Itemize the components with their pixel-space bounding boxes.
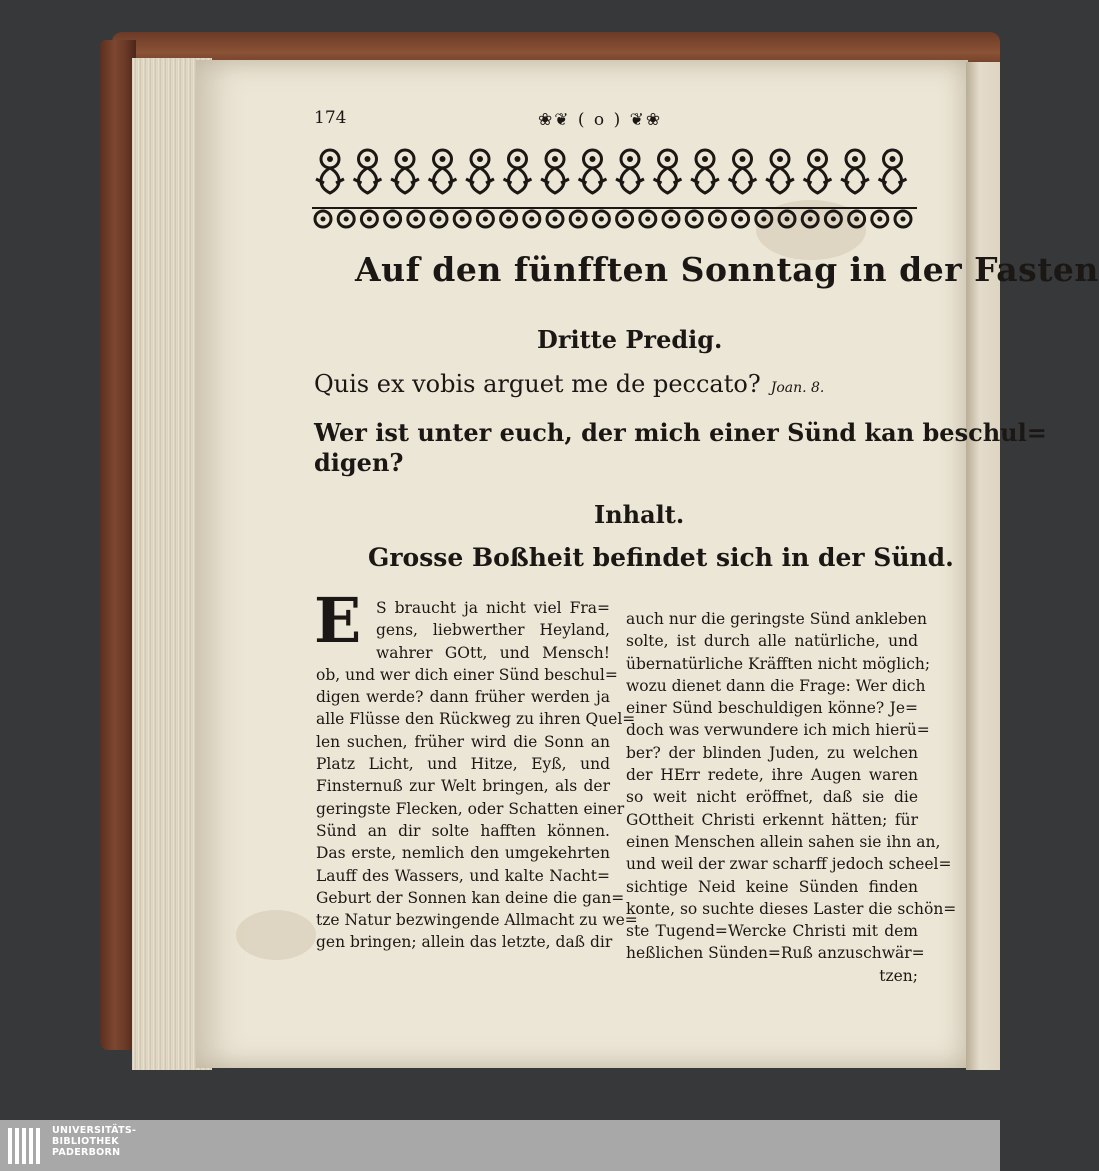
flower-ornament — [729, 150, 757, 193]
body-line: ob, und wer dich einer Sünd beschul= — [316, 665, 618, 684]
body-line: geringste Flecken, oder Schatten einer — [316, 799, 625, 818]
catchword: tzen; — [879, 966, 918, 985]
body-line: Sünd an dir solte hafften können. — [316, 821, 610, 840]
book-spine — [100, 40, 136, 1050]
body-line: auch nur die geringste Sünd ankleben — [626, 610, 928, 628]
flower-ornament-band — [312, 143, 917, 229]
body-line: alle Flüsse den Rückweg zu ihren Quel= — [316, 710, 636, 729]
body-line: der HErr redete, ihre Augen waren — [626, 766, 918, 785]
body-line: wozu dienet dann die Frage: Wer dich — [626, 676, 926, 695]
body-line: Lauff des Wassers, und kalte Nacht= — [316, 866, 610, 885]
flower-ornament — [654, 150, 682, 193]
next-page-edge — [966, 62, 1000, 1070]
footer-bar — [0, 1120, 1000, 1171]
sermon-title: Auf den fünfften Sonntag in der Fasten — [355, 250, 1099, 289]
flower-ornament — [466, 150, 494, 193]
body-line: GOttheit Christi erkennt hätten; für — [626, 810, 918, 829]
body-line: ste Tugend=Wercke Christi mit dem — [626, 922, 918, 941]
latin-quote — [314, 370, 824, 398]
flower-ornament — [804, 150, 832, 193]
flower-ornament — [691, 150, 719, 193]
logo-line: UNIVERSITÄTS- — [52, 1125, 137, 1136]
latin-quote-reference: Joan. 8. — [770, 380, 825, 396]
body-line: so weit nicht eröffnet, daß sie die — [626, 788, 918, 807]
flower-ornament — [429, 150, 457, 193]
body-line: gen bringen; allein das letzte, daß dir — [316, 933, 613, 952]
logo-line: BIBLIOTHEK — [52, 1136, 119, 1147]
body-line: Geburt der Sonnen kan deine die gan= — [316, 888, 625, 907]
body-line: Platz Licht, und Hitze, Eyß, und — [316, 755, 610, 774]
body-line: sichtige Neid keine Sünden finden — [626, 877, 918, 896]
flower-ornament — [879, 150, 907, 193]
drop-cap: E — [314, 584, 362, 657]
body-line: Finsternuß zur Welt bringen, als der — [316, 777, 610, 796]
body-line: S braucht ja nicht viel Fra= — [376, 599, 610, 617]
german-quote — [314, 418, 1047, 478]
body-line: Das erste, nemlich den umgekehrten — [316, 844, 610, 863]
body-line: doch was verwundere ich mich hierü= — [626, 721, 930, 740]
body-column-right — [626, 608, 957, 987]
flower-ornament — [541, 150, 569, 193]
body-line: solte, ist durch alle natürliche, und — [626, 632, 918, 651]
body-column-left — [316, 597, 638, 954]
body-line: übernatürliche Kräfften nicht möglich; — [626, 654, 931, 673]
flower-ornament — [391, 150, 419, 193]
body-line: einen Menschen allein sahen sie ihn an, — [626, 832, 941, 851]
logo-line: PADERBORN — [52, 1147, 121, 1158]
body-line: heßlichen Sünden=Ruß anzuschwär= — [626, 944, 925, 963]
body-line: tze Natur bezwingende Allmacht zu we= — [316, 911, 638, 930]
library-logo-text — [52, 1125, 136, 1158]
body-line: ber? der blinden Juden, zu welchen — [626, 743, 918, 762]
flower-ornament — [316, 150, 344, 193]
contents-heading: Inhalt. — [594, 500, 685, 529]
german-quote-line: Wer ist unter euch, der mich einer Sünd kan beschul= — [314, 418, 1047, 447]
flower-ornament — [616, 150, 644, 193]
flower-ornament — [504, 150, 532, 193]
body-line: len suchen, früher wird die Sonn an — [316, 732, 610, 751]
paper-stain — [236, 910, 316, 960]
running-head: ❀❦ ( o ) ❦❀ — [538, 110, 663, 130]
flower-ornament — [841, 150, 869, 193]
body-line: einer Sünd beschuldigen könne? Je= — [626, 699, 918, 718]
flower-ornament — [579, 150, 607, 193]
library-logo-icon — [6, 1124, 46, 1168]
page-number: 174 — [314, 108, 347, 128]
body-line: konte, so suchte dieses Laster die schön= — [626, 899, 957, 918]
latin-quote-text: Quis ex vobis arguet me de peccato? — [314, 370, 761, 398]
flower-ornament — [766, 150, 794, 193]
body-line: gens, liebwerther Heyland, — [376, 621, 610, 640]
body-line: und weil der zwar scharff jedoch scheel= — [626, 855, 952, 874]
sermon-subtitle: Dritte Predig. — [537, 325, 723, 354]
body-line: wahrer GOtt, und Mensch! — [376, 643, 610, 662]
theme-heading: Grosse Boßheit befindet sich in der Sünd. — [368, 543, 954, 572]
body-line: digen werde? dann früher werden ja — [316, 688, 610, 707]
flower-ornament — [354, 150, 382, 193]
german-quote-line: digen? — [314, 448, 404, 477]
